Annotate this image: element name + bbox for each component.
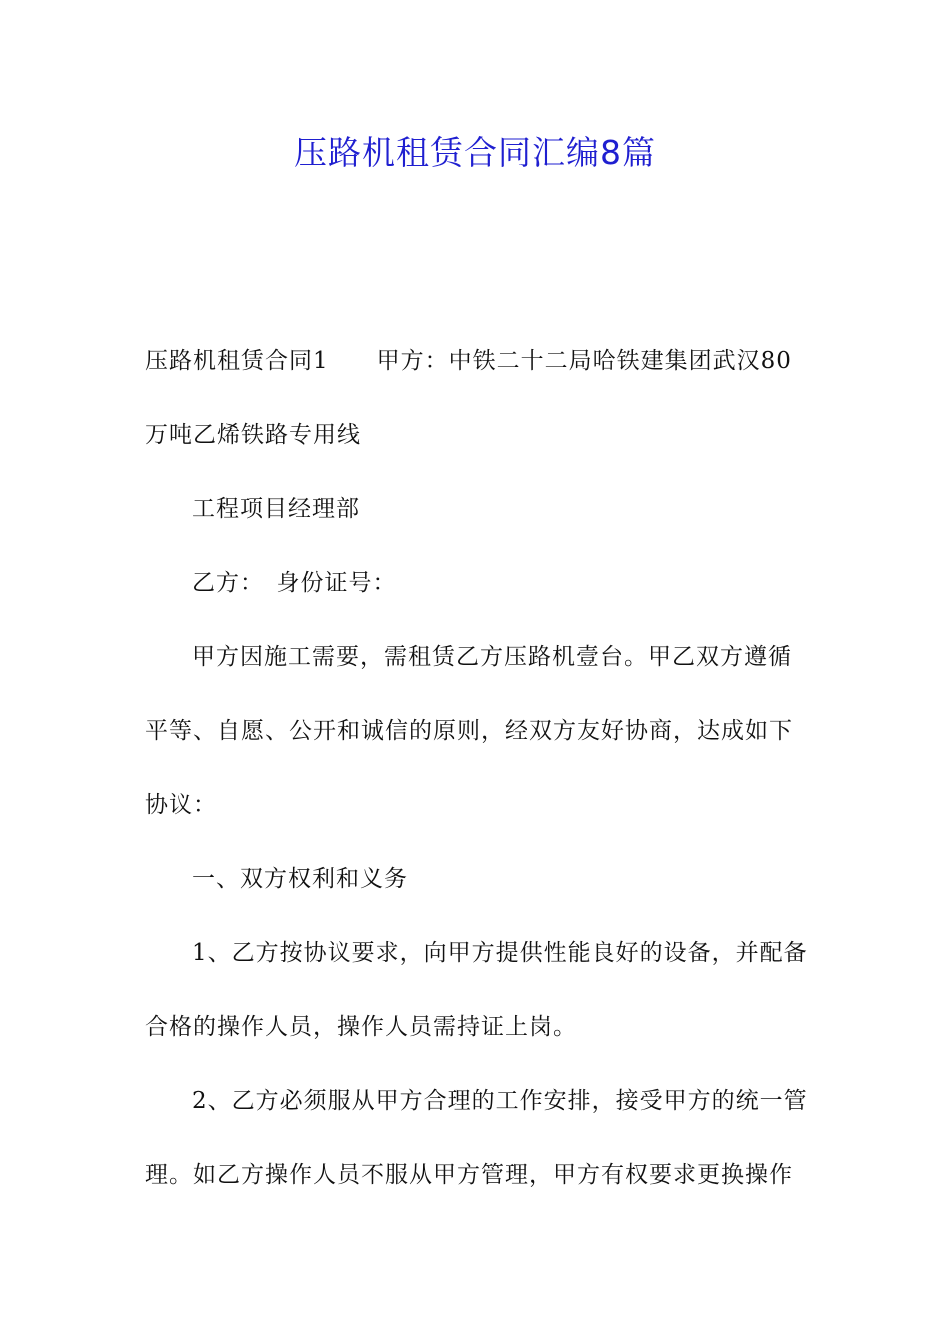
- text-line: 万吨乙烯铁路专用线: [145, 422, 361, 448]
- text-line: 协议：: [145, 792, 217, 818]
- text-line: 压路机租赁合同1 甲方：中铁二十二局哈铁建集团武汉80: [145, 348, 792, 374]
- document-title: 压路机租赁合同汇编8篇: [294, 133, 656, 172]
- text-line: 2、乙方必须服从甲方合理的工作安排，接受甲方的统一管: [192, 1088, 808, 1114]
- section-heading: 一、双方权利和义务: [192, 866, 408, 892]
- text-line: 1、乙方按协议要求，向甲方提供性能良好的设备，并配备: [192, 940, 808, 966]
- text-line: 合格的操作人员，操作人员需持证上岗。: [145, 1014, 577, 1040]
- text-line: 理。如乙方操作人员不服从甲方管理，甲方有权要求更换操作: [145, 1162, 793, 1188]
- text-line: 平等、自愿、公开和诚信的原则，经双方友好协商，达成如下: [145, 718, 793, 744]
- document-body: [145, 324, 815, 1212]
- text-line: 甲方因施工需要，需租赁乙方压路机壹台。甲乙双方遵循: [192, 644, 792, 670]
- text-line: 工程项目经理部: [192, 496, 360, 522]
- text-line: 乙方： 身份证号：: [192, 570, 397, 596]
